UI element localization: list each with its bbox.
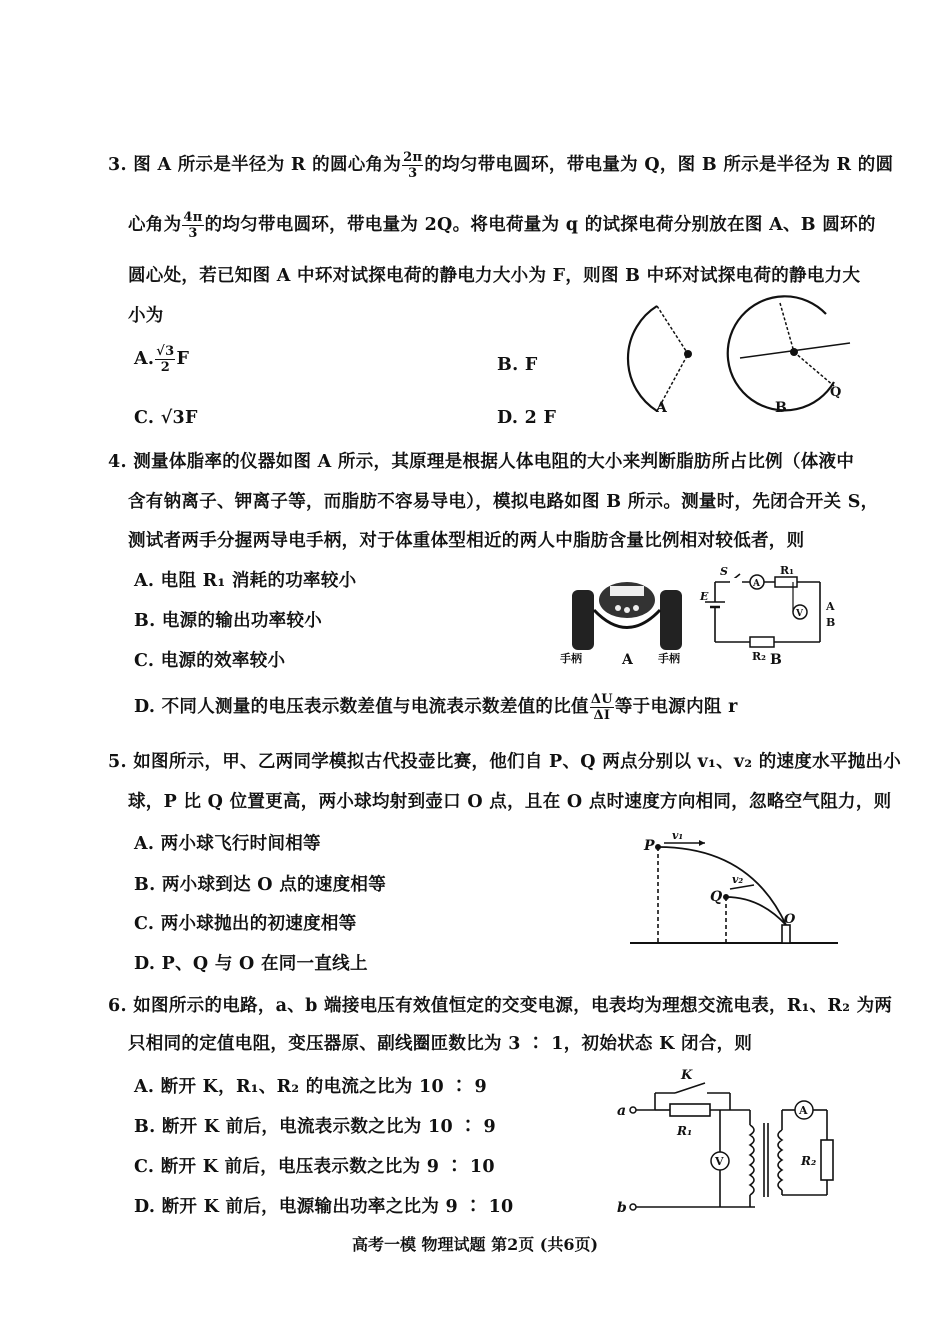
q3-option-d: D. 2 F	[497, 408, 557, 428]
q3-option-a	[134, 344, 189, 375]
q4-option-b: B. 电源的输出功率较小	[134, 611, 323, 631]
q3-figA-arc	[628, 306, 657, 411]
q5-option-a: A. 两小球飞行时间相等	[134, 834, 321, 854]
q6-label-b: b	[617, 1200, 627, 1216]
q4-figB-label: B	[770, 652, 782, 668]
q3-option-a-post: F	[176, 349, 190, 369]
q3-line2-b: 的均匀带电圆环，带电量为 2Q。将电荷量为 q 的试探电荷分别放在图 A、B 圆环的	[204, 215, 876, 235]
q6-terminal-a	[630, 1107, 636, 1113]
q5-option-c: C. 两小球抛出的初速度相等	[134, 914, 357, 934]
q4-option-d-num: ΔU	[590, 692, 613, 707]
q4-r1-label: R₁	[780, 564, 794, 577]
q6-line1: 6. 如图所示的电路，a、b 端接电压有效值恒定的交变电源，电表均为理想交流电表，R₁、R₂ 为两	[108, 996, 893, 1016]
q4-figA-label: A	[622, 652, 633, 668]
q4-option-a: A. 电阻 R₁ 消耗的功率较小	[134, 571, 357, 591]
q4-left-handle-label: 手柄	[560, 652, 582, 665]
q3-fraction-1	[402, 150, 423, 181]
q5-label-q: Q	[710, 889, 723, 905]
q3-line2	[128, 210, 876, 241]
q5-trajectory-q	[726, 897, 786, 925]
q4-option-d-den: ΔI	[593, 708, 611, 723]
q5-trajectory-p	[658, 847, 786, 925]
q6-label-r1: R₁	[677, 1124, 693, 1138]
q3-figA-label: A	[656, 400, 667, 416]
q3-figB-radius-bottom	[794, 352, 834, 386]
q3-option-c: C. √3F	[134, 408, 198, 428]
q4-terminal-a: A	[826, 600, 835, 613]
q4-left-handle	[572, 590, 594, 650]
q4-option-d-fraction	[590, 692, 614, 723]
q4-resistor-r1	[775, 577, 797, 587]
q6-terminal-b	[630, 1204, 636, 1210]
q4-terminal-b: B	[826, 616, 836, 629]
q6-secondary-coil	[778, 1130, 782, 1190]
q6-line2: 只相同的定值电阻，变压器原、副线圈匝数比为 3 ∶ 1，初始状态 K 闭合，则	[128, 1034, 753, 1054]
q4-ammeter-label: A	[753, 579, 760, 589]
q5-v1-arrowhead	[699, 840, 705, 846]
q6-switch-k	[675, 1083, 705, 1093]
q4-option-c: C. 电源的效率较小	[134, 651, 286, 671]
q3-figA-center	[684, 350, 692, 358]
q5-label-v2: v₂	[732, 873, 744, 886]
q3-line1	[108, 150, 893, 181]
q4-switch-gap	[730, 578, 742, 586]
q3-line3: 圆心处，若已知图 A 中环对试探电荷的静电力大小为 F，则图 B 中环对试探电荷的静电力大	[128, 266, 861, 286]
q3-line1-a: 3. 图 A 所示是半径为 R 的圆心角为	[108, 155, 402, 175]
q3-fraction-2	[182, 210, 203, 241]
q3-figB-arc	[728, 296, 834, 410]
q6-option-a: A. 断开 K，R₁、R₂ 的电流之比为 10 ∶ 9	[134, 1077, 487, 1097]
q5-label-p: P	[644, 838, 655, 854]
q4-device-figure	[560, 570, 700, 670]
q3-option-a-prefix: A.	[134, 349, 155, 369]
q4-device-button-1	[615, 605, 621, 611]
q6-option-d: D. 断开 K 前后，电源输出功率之比为 9 ∶ 10	[134, 1197, 514, 1217]
q5-option-d: D. P、Q 与 O 在同一直线上	[134, 954, 368, 974]
q4-device-button-2	[624, 607, 630, 613]
q6-option-b: B. 断开 K 前后，电流表示数之比为 10 ∶ 9	[134, 1117, 496, 1137]
q4-line1: 4. 测量体脂率的仪器如图 A 所示，其原理是根据人体电阻的大小来判断脂肪所占比例（体液中	[108, 452, 855, 472]
q3-figA-radius-top	[657, 306, 688, 354]
q4-switch-label: S	[720, 565, 728, 578]
q4-option-d	[134, 692, 738, 723]
q3-option-a-fraction	[155, 344, 175, 375]
q4-circuit	[700, 562, 840, 672]
q3-fraction-1-num: 2π	[403, 150, 423, 165]
q3-line2-a: 心角为	[128, 215, 182, 235]
q3-figB-q: Q	[830, 385, 842, 400]
q5-q-point	[723, 894, 729, 900]
q6-ammeter-label: A	[799, 1104, 808, 1117]
q4-resistor-r2	[750, 637, 774, 647]
q3-fraction-2-num: 4π	[183, 210, 203, 225]
q3-figB-center	[790, 348, 798, 356]
q3-option-a-den: 2	[160, 360, 171, 375]
q4-right-handle	[660, 590, 682, 650]
q5-line1: 5. 如图所示，甲、乙两同学模拟古代投壶比赛，他们自 P、Q 两点分别以 v₁、v₂ 的速度水平抛出小	[108, 752, 902, 772]
q5-figure	[630, 825, 840, 960]
q5-label-v1: v₁	[672, 829, 684, 842]
q3-figures	[620, 298, 850, 423]
page-footer: 高考一模 物理试题 第2页 (共6页)	[351, 1235, 599, 1254]
q4-line3: 测试者两手分握两导电手柄，对于体重体型相近的两人中脂肪含量比例相对较低者，则	[128, 531, 805, 551]
q4-option-d-post: 等于电源内阻 r	[614, 697, 738, 717]
q4-battery-label: E	[700, 590, 709, 603]
q4-option-d-prefix: D. 不同人测量的电压表示数差值与电流表示数差值的比值	[134, 697, 589, 717]
q3-line4: 小为	[128, 306, 164, 326]
q5-option-b: B. 两小球到达 O 点的速度相等	[134, 875, 387, 895]
q5-label-o: O	[784, 912, 796, 927]
q4-r2-label: R₂	[752, 650, 766, 663]
q3-fraction-1-den: 3	[408, 166, 418, 181]
q3-fraction-2-den: 3	[188, 226, 198, 241]
q6-option-c: C. 断开 K 前后，电压表示数之比为 9 ∶ 10	[134, 1157, 495, 1177]
q6-label-a: a	[617, 1103, 627, 1119]
q4-voltmeter-label: V	[796, 609, 803, 619]
q3-figB-label: B	[775, 400, 787, 416]
q3-line1-b: 的均匀带电圆环，带电量为 Q，图 B 所示是半径为 R 的圆	[424, 155, 894, 175]
q6-label-r2: R₂	[801, 1154, 817, 1168]
q6-circuit	[615, 1065, 845, 1220]
q4-right-handle-label: 手柄	[658, 652, 680, 665]
q5-pot	[782, 925, 790, 943]
q6-voltmeter-label: V	[715, 1155, 724, 1168]
q6-primary-coil	[750, 1125, 754, 1195]
q5-line2: 球，P 比 Q 位置更高，两小球均射到壶口 O 点，且在 O 点时速度方向相同，忽略空气阻力，则	[128, 792, 892, 812]
q5-p-point	[655, 844, 661, 850]
q4-device-screen	[610, 586, 644, 596]
q3-figB-radius-top	[780, 303, 794, 352]
q6-label-k: K	[681, 1068, 693, 1083]
q3-option-b: B. F	[497, 355, 538, 375]
q4-device-button-3	[633, 605, 639, 611]
q6-resistor-r1	[670, 1104, 710, 1116]
q4-line2: 含有钠离子、钾离子等，而脂肪不容易导电），模拟电路如图 B 所示。测量时，先闭合开关 S，	[128, 492, 879, 512]
q3-option-a-num: √3	[156, 344, 175, 359]
q6-resistor-r2	[821, 1140, 833, 1180]
